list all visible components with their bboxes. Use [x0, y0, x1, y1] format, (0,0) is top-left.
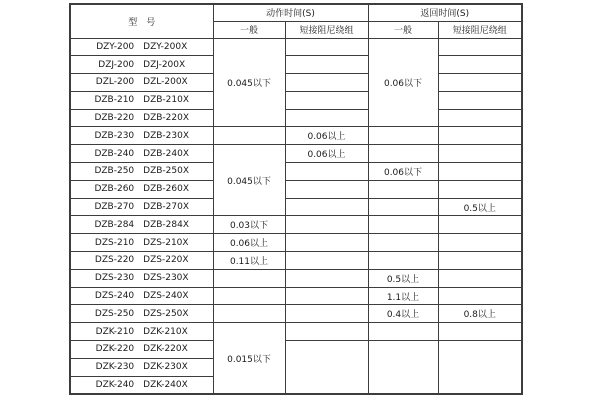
- model-cell: [70, 287, 213, 305]
- model-cell: [70, 234, 213, 252]
- table-row: [70, 38, 522, 56]
- ret-damping-cell: [438, 287, 522, 305]
- model-code-x: DZJ-200X: [143, 59, 186, 70]
- table-row: [70, 163, 522, 181]
- model-code-x: DZS-250X: [143, 308, 189, 319]
- table-row: [70, 198, 522, 216]
- act-damping-cell: [285, 74, 368, 92]
- ret-damping-cell: [438, 216, 522, 234]
- ret-damping-cell: 0.5以上: [438, 198, 522, 216]
- table-row: [70, 323, 522, 341]
- act-general-cell: 0.11以上: [213, 252, 285, 270]
- table-row: [70, 269, 522, 287]
- ret-damping-cell: [438, 91, 522, 109]
- ret-general-cell: 0.06以下: [368, 38, 438, 127]
- model-cell: [70, 145, 213, 163]
- model-cell: [70, 56, 213, 74]
- act-damping-cell: [285, 180, 368, 198]
- model-cell: [70, 341, 213, 359]
- act-damping-cell: [285, 287, 368, 305]
- act-damping-cell: [285, 341, 368, 394]
- model-code-x: DZK-240X: [143, 379, 188, 390]
- model-code-x: DZK-210X: [143, 326, 188, 337]
- header-action-damping: 短接阻尼绕组: [285, 21, 368, 38]
- model-code: DZB-250: [94, 166, 135, 177]
- model-cell: [70, 74, 213, 92]
- table-row: [70, 305, 522, 323]
- act-damping-cell: [285, 38, 368, 56]
- table-row: [70, 145, 522, 163]
- ret-damping-cell: [438, 56, 522, 74]
- model-cell: [70, 198, 213, 216]
- model-code: DZK-230: [95, 362, 135, 373]
- act-damping-cell: [285, 216, 368, 234]
- model-code: DZS-210: [94, 237, 135, 248]
- ret-damping-cell: [438, 180, 522, 198]
- table-row: [70, 180, 522, 198]
- ret-damping-cell: [438, 252, 522, 270]
- model-cell: [70, 163, 213, 181]
- ret-general-cell: [368, 127, 438, 145]
- act-general-cell: [213, 305, 285, 323]
- model-code-x: DZB-240X: [143, 148, 190, 159]
- act-damping-cell: 0.06以上: [285, 127, 368, 145]
- model-cell: [70, 180, 213, 198]
- ret-damping-cell: [438, 269, 522, 287]
- model-cell: [70, 127, 213, 145]
- model-cell: [70, 376, 213, 394]
- ret-general-cell: [368, 198, 438, 216]
- table-row: [70, 91, 522, 109]
- model-cell: [70, 252, 213, 270]
- model-code: DZB-210: [94, 95, 135, 106]
- header-model: 型 号: [70, 4, 213, 38]
- model-code: DZS-230: [94, 273, 135, 284]
- model-cell: [70, 216, 213, 234]
- act-damping-cell: [285, 252, 368, 270]
- act-general-cell: 0.015以下: [213, 323, 285, 394]
- act-damping-cell: [285, 198, 368, 216]
- model-cell: [70, 269, 213, 287]
- header-return-general: 一般: [368, 21, 438, 38]
- table-row: [70, 109, 522, 127]
- act-damping-cell: [285, 234, 368, 252]
- model-code: DZB-270: [94, 202, 135, 213]
- model-code: DZS-250: [94, 308, 135, 319]
- act-general-cell: [213, 269, 285, 287]
- ret-damping-cell: [438, 341, 522, 394]
- header-action-time: 动作时间(S): [213, 4, 368, 21]
- model-code: DZK-240: [95, 379, 135, 390]
- model-code: DZJ-200: [98, 59, 135, 70]
- model-code-x: DZB-284X: [143, 219, 190, 230]
- model-code: DZK-210: [95, 326, 135, 337]
- model-code: DZL-200: [95, 77, 135, 88]
- ret-general-cell: [368, 216, 438, 234]
- model-code: DZK-220: [95, 344, 135, 355]
- ret-general-cell: [368, 180, 438, 198]
- model-code-x: DZK-220X: [143, 344, 188, 355]
- model-cell: [70, 323, 213, 341]
- model-code: DZS-220: [94, 255, 135, 266]
- spec-table-container: [69, 3, 523, 395]
- ret-damping-cell: [438, 74, 522, 92]
- table-row: [70, 216, 522, 234]
- act-general-cell: [213, 287, 285, 305]
- model-code-x: DZS-210X: [143, 237, 189, 248]
- act-damping-cell: [285, 269, 368, 287]
- table-row: [70, 341, 522, 359]
- ret-damping-cell: [438, 323, 522, 341]
- act-damping-cell: 0.06以上: [285, 145, 368, 163]
- ret-general-cell: 0.4以上: [368, 305, 438, 323]
- ret-damping-cell: [438, 109, 522, 127]
- act-general-cell: [213, 127, 285, 145]
- model-code-x: DZB-220X: [143, 113, 190, 124]
- ret-general-cell: [368, 323, 438, 341]
- model-code-x: DZB-260X: [143, 184, 190, 195]
- model-code-x: DZS-220X: [143, 255, 189, 266]
- table-row: [70, 287, 522, 305]
- ret-damping-cell: [438, 163, 522, 181]
- model-code-x: DZB-250X: [143, 166, 190, 177]
- table-row: [70, 56, 522, 74]
- ret-damping-cell: [438, 127, 522, 145]
- model-code-x: DZK-230X: [143, 362, 188, 373]
- header-row-1: [70, 4, 522, 21]
- act-general-cell: 0.06以上: [213, 234, 285, 252]
- model-code: DZB-240: [94, 148, 135, 159]
- model-code-x: DZB-270X: [143, 202, 190, 213]
- table-row: [70, 234, 522, 252]
- ret-damping-cell: [438, 234, 522, 252]
- model-code: DZB-220: [94, 113, 135, 124]
- ret-general-cell: [368, 145, 438, 163]
- table-row: [70, 127, 522, 145]
- act-damping-cell: [285, 109, 368, 127]
- ret-damping-cell: [438, 145, 522, 163]
- model-code: DZB-284: [94, 219, 135, 230]
- model-cell: [70, 109, 213, 127]
- model-code-x: DZL-200X: [143, 77, 188, 88]
- table-row: [70, 74, 522, 92]
- ret-general-cell: 0.5以上: [368, 269, 438, 287]
- model-code-x: DZS-240X: [143, 291, 189, 302]
- model-cell: [70, 38, 213, 56]
- act-damping-cell: [285, 91, 368, 109]
- act-general-cell: 0.045以下: [213, 145, 285, 216]
- ret-damping-cell: [438, 38, 522, 56]
- act-damping-cell: [285, 323, 368, 341]
- act-damping-cell: [285, 56, 368, 74]
- model-cell: [70, 305, 213, 323]
- model-code: DZB-230: [94, 130, 135, 141]
- act-general-cell: 0.045以下: [213, 38, 285, 127]
- ret-general-cell: 1.1以上: [368, 287, 438, 305]
- model-code: DZS-240: [94, 291, 135, 302]
- header-action-general: 一般: [213, 21, 285, 38]
- model-code-x: DZS-230X: [143, 273, 189, 284]
- ret-general-cell: [368, 252, 438, 270]
- ret-general-cell: [368, 341, 438, 394]
- header-return-time: 返回时间(S): [368, 4, 522, 21]
- model-code-x: DZY-200X: [143, 41, 188, 52]
- model-cell: [70, 91, 213, 109]
- model-code-x: DZB-230X: [143, 130, 190, 141]
- model-code: DZY-200: [96, 41, 135, 52]
- act-damping-cell: [285, 163, 368, 181]
- header-return-damping: 短接阻尼绕组: [438, 21, 522, 38]
- ret-damping-cell: 0.8以上: [438, 305, 522, 323]
- model-code-x: DZB-210X: [143, 95, 190, 106]
- act-damping-cell: [285, 305, 368, 323]
- model-cell: [70, 358, 213, 376]
- table-row: [70, 252, 522, 270]
- ret-general-cell: 0.06以下: [368, 163, 438, 181]
- model-code: DZB-260: [94, 184, 135, 195]
- act-general-cell: 0.03以下: [213, 216, 285, 234]
- relay-spec-table: [69, 3, 523, 395]
- ret-general-cell: [368, 234, 438, 252]
